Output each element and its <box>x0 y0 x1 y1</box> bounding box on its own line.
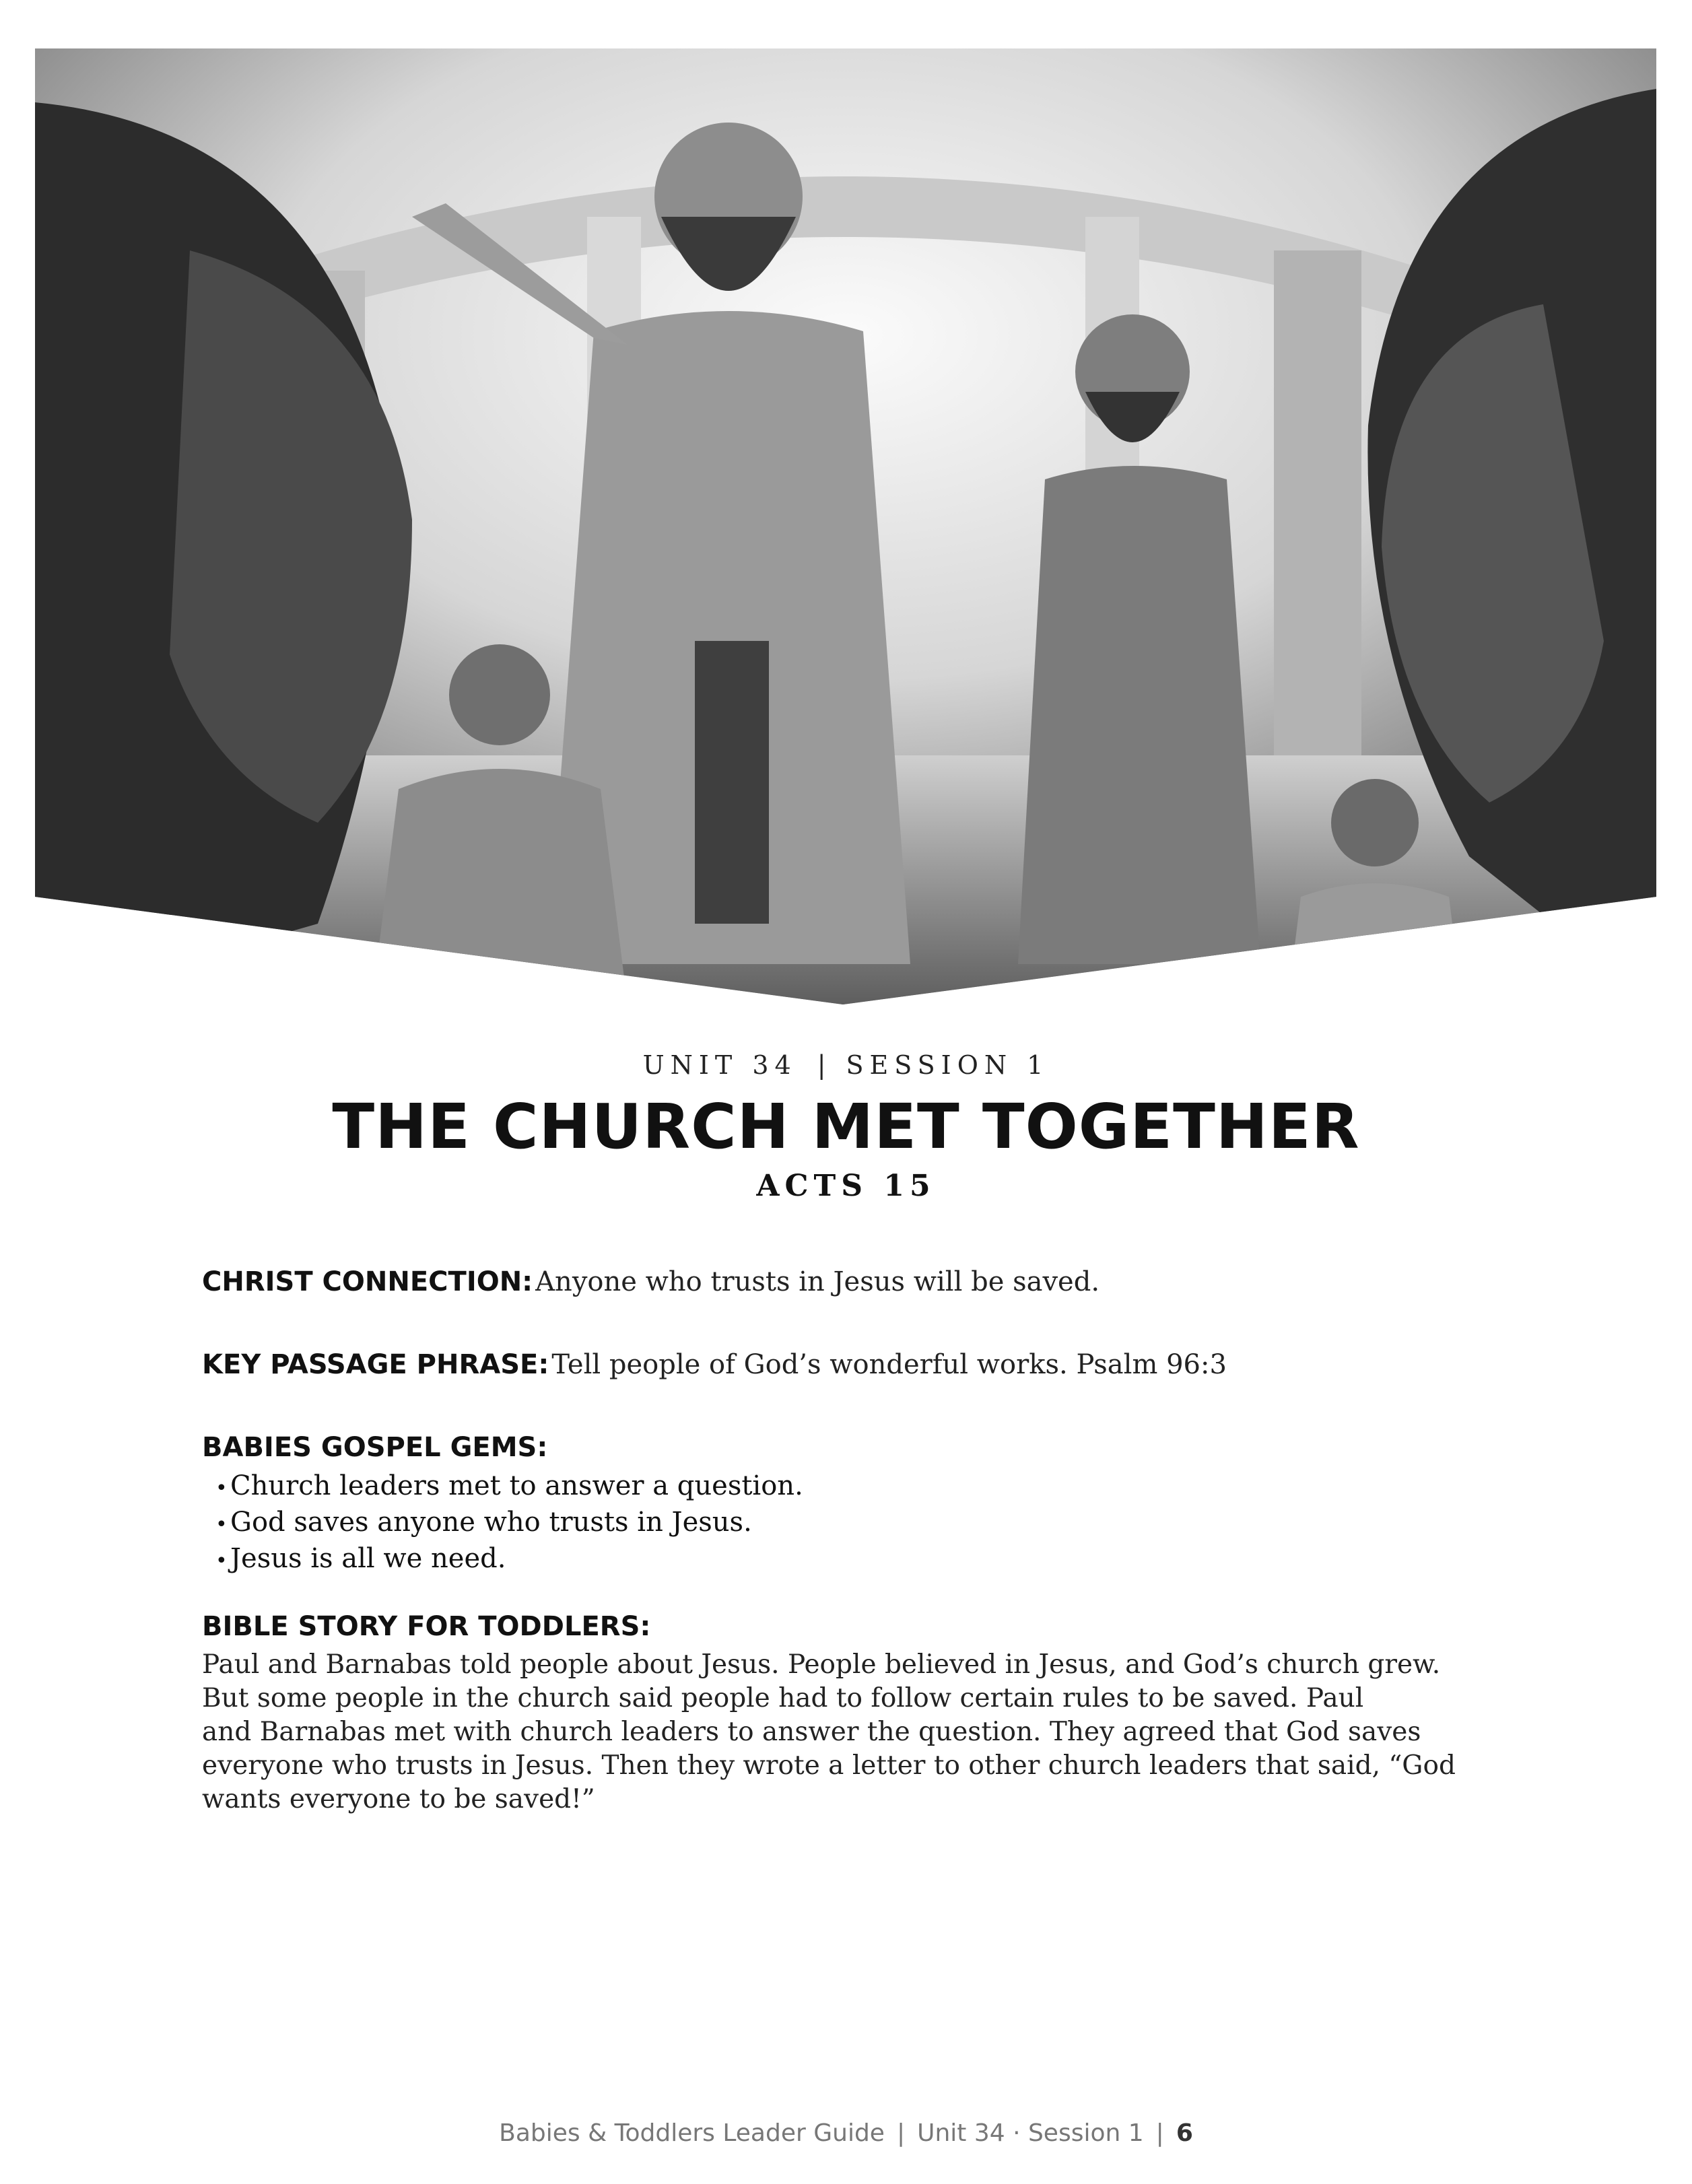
gospel-gems-label: BABIES GOSPEL GEMS: <box>202 1432 548 1463</box>
story-line: and Barnabas met with church leaders to answer the question. They agreed that God saves <box>202 1717 1421 1747</box>
christ-connection-label: CHRIST CONNECTION: <box>202 1266 533 1297</box>
gospel-gems-list <box>202 1469 1501 1578</box>
bible-story-label: BIBLE STORY FOR TODDLERS: <box>202 1611 651 1642</box>
page-footer <box>0 2119 1692 2147</box>
list-item <box>215 1469 1501 1505</box>
bible-story-illustration <box>35 48 1656 1004</box>
key-passage-label: KEY PASSAGE PHRASE: <box>202 1349 549 1380</box>
footer-divider: | <box>1155 2119 1164 2147</box>
key-passage <box>202 1343 1501 1392</box>
footer-divider: | <box>896 2119 906 2147</box>
page-number: 6 <box>1176 2119 1193 2147</box>
session-label: SESSION 1 <box>846 1050 1050 1080</box>
christ-connection-text: Anyone who trusts in Jesus will be saved. <box>535 1266 1100 1297</box>
story-line: wants everyone to be saved!” <box>202 1784 595 1814</box>
story-line: Paul and Barnabas told people about Jesus. People believed in Jesus, and God’s church grew. <box>202 1649 1441 1680</box>
story-line: everyone who trusts in Jesus. Then they wrote a letter to other church leaders that said, “God <box>202 1750 1456 1781</box>
page-title: THE CHURCH MET TOGETHER <box>332 1091 1360 1163</box>
gospel-gem-text: God saves anyone who trusts in Jesus. <box>230 1507 752 1538</box>
bullet-icon: • <box>215 1513 228 1536</box>
footer-guide-title: Babies & Toddlers Leader Guide <box>499 2119 885 2147</box>
christ-connection <box>202 1260 1501 1309</box>
list-item <box>215 1505 1501 1542</box>
unit-label: UNIT 34 <box>642 1050 797 1080</box>
passage-reference: ACTS 15 <box>756 1169 936 1203</box>
lesson-content <box>202 1260 1501 1816</box>
unit-session-line <box>0 1050 1692 1080</box>
bullet-icon: • <box>215 1549 228 1573</box>
gospel-gem-text: Jesus is all we need. <box>230 1543 506 1574</box>
bible-story-text <box>202 1648 1501 1816</box>
gospel-gem-text: Church leaders met to answer a question. <box>230 1470 803 1501</box>
list-item <box>215 1542 1501 1578</box>
story-line: But some people in the church said people had to follow certain rules to be saved. Paul <box>202 1683 1364 1713</box>
footer-unit-session: Unit 34 · Session 1 <box>917 2119 1144 2147</box>
bullet-icon: • <box>215 1476 228 1500</box>
key-passage-text: Tell people of God’s wonderful works. Psalm 96:3 <box>551 1349 1227 1380</box>
unit-session-separator: | <box>817 1050 826 1080</box>
